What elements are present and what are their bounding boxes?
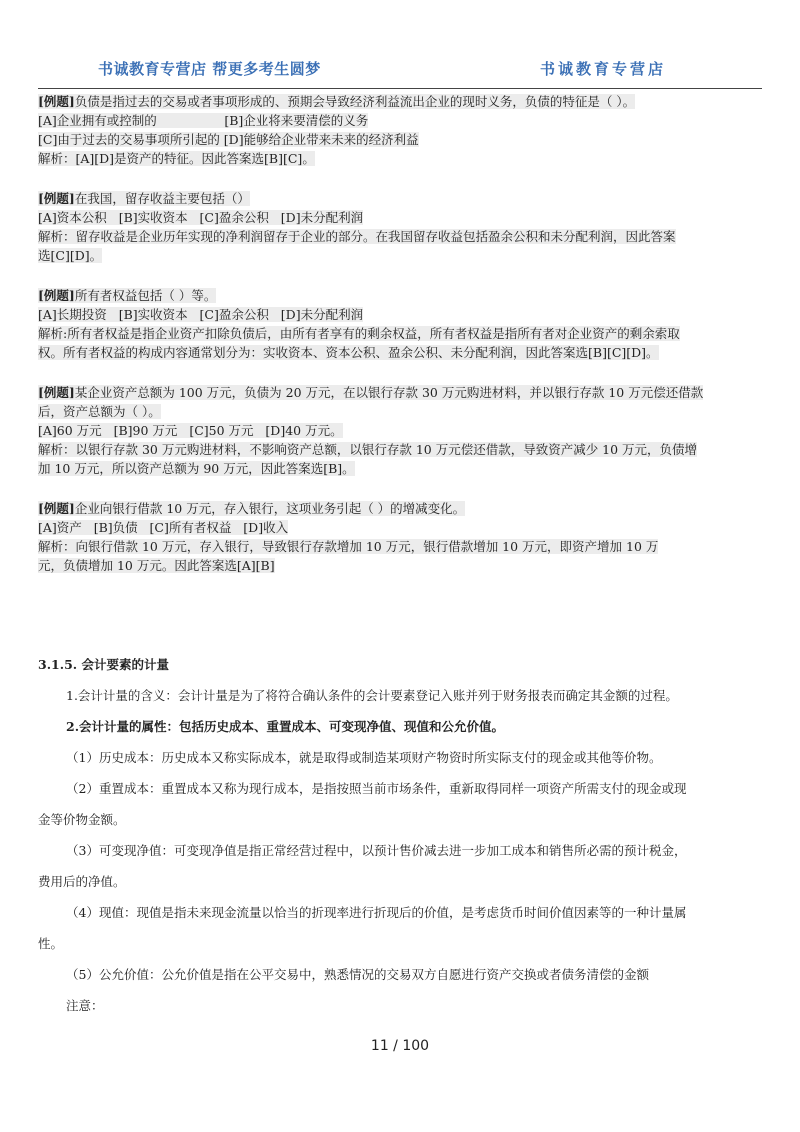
example-4-question-cont: 后，资产总额为（ ）。: [38, 404, 161, 419]
example-tag: [例题]: [38, 385, 75, 400]
section-heading: 3.1.5. 会计要素的计量: [38, 657, 170, 672]
example-1-option-row: [C]由于过去的交易事项所引起的 [D]能够给企业带来未来的经济利益: [38, 132, 419, 147]
examples-block: [38, 92, 762, 575]
example-5-analysis: 元，负债增加 10 万元。因此答案选[A][B]: [38, 558, 275, 573]
paragraph-measurement-meaning: 1.会计计量的含义：会计计量是为了将符合确认条件的会计要素登记入账并列于财务报表而确定其金额的过程。: [66, 688, 678, 703]
header-divider: [38, 88, 762, 89]
example-tag: [例题]: [38, 94, 75, 109]
example-3-question: [例题]所有者权益包括（ ）等。: [38, 288, 217, 303]
paragraph-net-realizable-value: （3）可变现净值：可变现净值是指正常经营过程中，以预计售价减去进一步加工成本和销售所必需的预计税金，: [66, 843, 687, 858]
paragraph-note-label: 注意：: [66, 998, 104, 1013]
example-3-analysis: 解析:所有者权益是指企业资产扣除负债后，由所有者享有的剩余权益，所有者权益是指所有者对企业资产的剩余索取: [38, 326, 680, 341]
example-4-analysis: 加 10 万元，所以资产总额为 90 万元，因此答案选[B]。: [38, 461, 355, 476]
example-2-question: [例题]在我国，留存收益主要包括（）: [38, 191, 250, 206]
example-4-analysis: 解析：以银行存款 30 万元购进材料，不影响资产总额，以银行存款 10 万元偿还借款，导致资产减少 10 万元，负债增: [38, 442, 698, 457]
example-1-analysis: 解析：[A][D]是资产的特征。因此答案选[B][C]。: [38, 151, 315, 166]
example-5-analysis: 解析：向银行借款 10 万元，存入银行，导致银行存款增加 10 万元，银行借款增加 10 万元，即资产增加 10 万: [38, 539, 659, 554]
example-1-option-row: [A]企业拥有或控制的 [B]企业将来要清偿的义务: [38, 113, 369, 128]
header-shop-name: 书诚教育专营店: [540, 60, 667, 78]
paragraph-present-value: （4）现值：现值是指未来现金流量以恰当的折现率进行折现后的价值，是考虑货币时间价值因素等的一种计量属: [66, 905, 687, 920]
paragraph-present-value-cont: 性。: [38, 936, 64, 951]
example-tag: [例题]: [38, 288, 75, 303]
paragraph-net-realizable-value-cont: 费用后的净值。: [38, 874, 126, 889]
example-2-analysis: 选[C][D]。: [38, 248, 103, 263]
example-4-question: [例题]某企业资产总额为 100 万元，负债为 20 万元，在以银行存款 30 万元购进材料，并以银行存款 10 万元偿还借款: [38, 385, 704, 400]
example-5-question: [例题]企业向银行借款 10 万元，存入银行，这项业务引起（ ）的增减变化。: [38, 501, 466, 516]
example-5-options: [A]资产 [B]负债 [C]所有者权益 [D]收入: [38, 520, 289, 535]
paragraph-replacement-cost-cont: 金等价物金额。: [38, 812, 126, 827]
page-number: 11 / 100: [370, 1038, 430, 1054]
example-1-question: [例题]负债是指过去的交易或者事项形成的、预期会导致经济利益流出企业的现时义务，负债的特征是（ ）。: [38, 94, 636, 109]
example-4-options: [A]60 万元 [B]90 万元 [C]50 万元 [D]40 万元。: [38, 423, 343, 438]
paragraph-historical-cost: （1）历史成本：历史成本又称实际成本，就是取得或制造某项财产物资时所实际支付的现金或其他等价物。: [66, 750, 662, 765]
paragraph-fair-value: （5）公允价值：公允价值是指在公平交易中，熟悉情况的交易双方自愿进行资产交换或者债务清偿的金额: [66, 967, 649, 982]
header-shop-slogan: 书诚教育专营店 帮更多考生圆梦: [98, 60, 321, 78]
example-tag: [例题]: [38, 501, 75, 516]
example-3-analysis: 权。所有者权益的构成内容通常划分为：实收资本、资本公积、盈余公积、未分配利润，因此答案选[B][C][D]。: [38, 345, 659, 360]
example-3-options: [A]长期投资 [B]实收资本 [C]盈余公积 [D]未分配利润: [38, 307, 364, 322]
paragraph-measurement-attributes: 2.会计计量的属性：包括历史成本、重置成本、可变现净值、现值和公允价值。: [66, 719, 505, 734]
example-tag: [例题]: [38, 191, 75, 206]
example-2-analysis: 解析：留存收益是企业历年实现的净利润留存于企业的部分。在我国留存收益包括盈余公积和未分配利润，因此答案: [38, 229, 676, 244]
paragraph-replacement-cost: （2）重置成本：重置成本又称为现行成本，是指按照当前市场条件，重新取得同样一项资产所需支付的现金或现: [66, 781, 687, 796]
example-2-options: [A]资本公积 [B]实收资本 [C]盈余公积 [D]未分配利润: [38, 210, 364, 225]
